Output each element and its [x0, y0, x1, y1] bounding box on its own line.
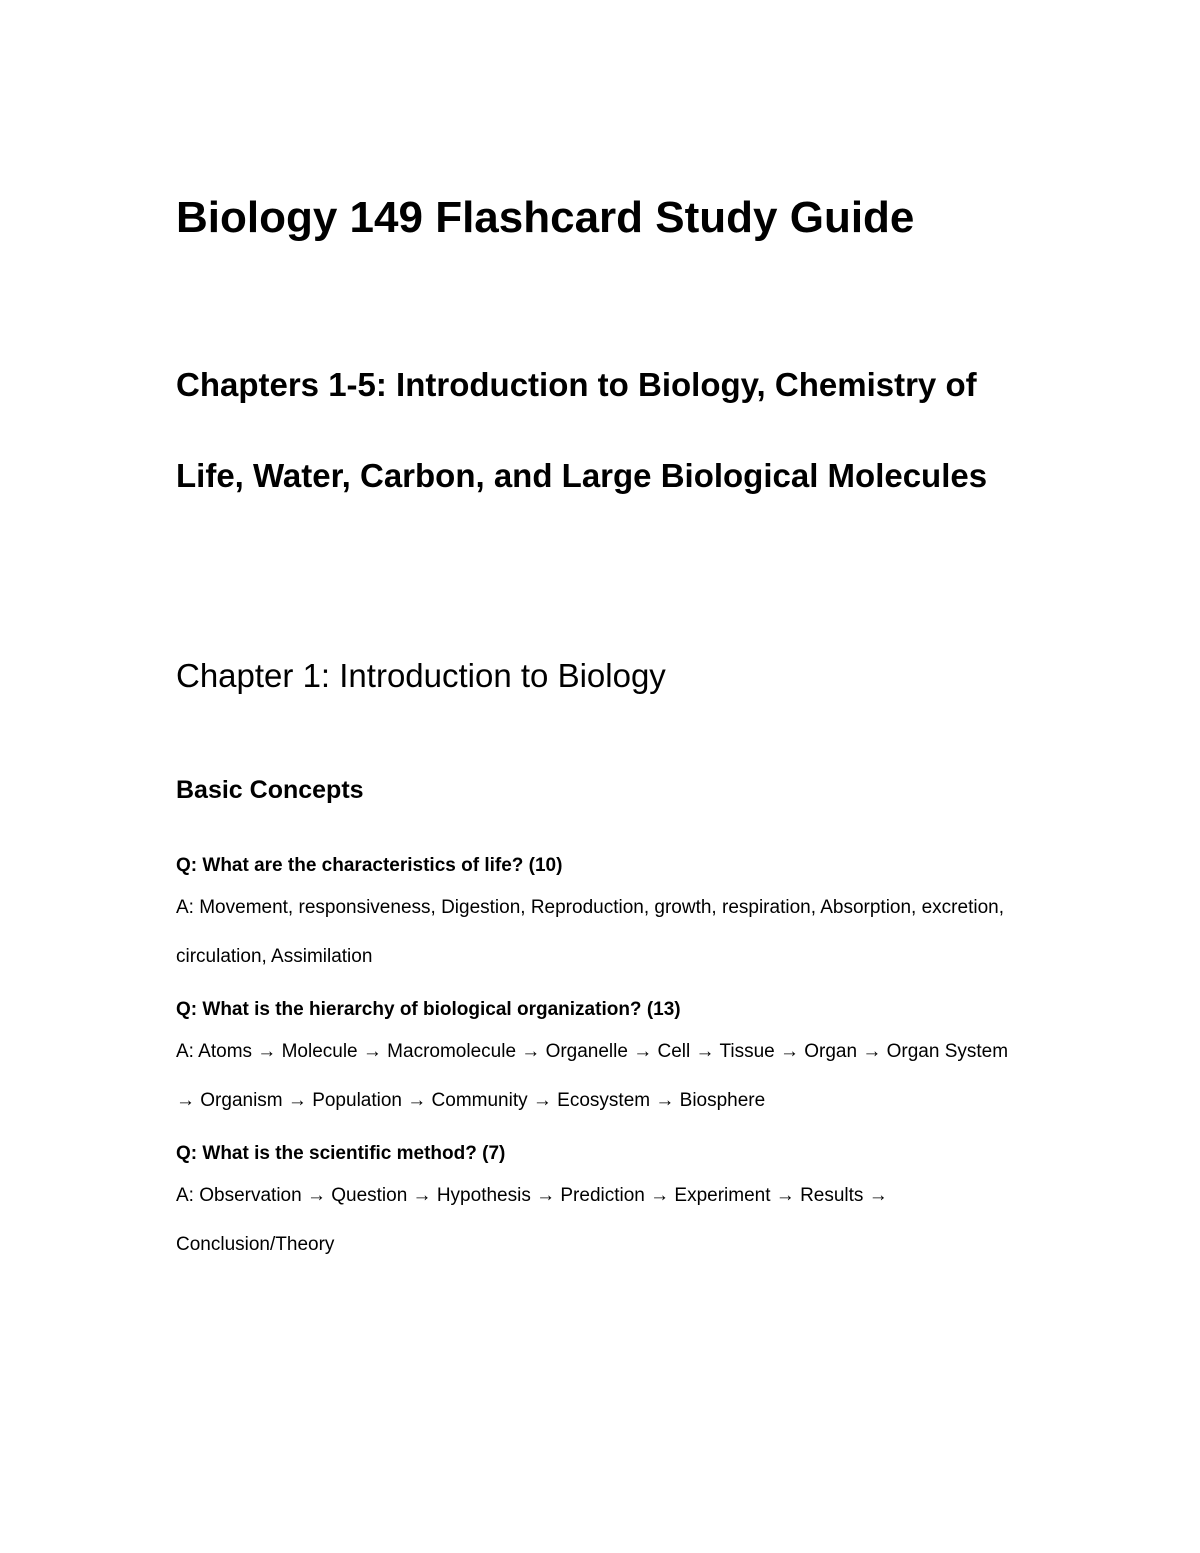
- flashcard-item: [176, 849, 1036, 981]
- flashcard-question: Q: What are the characteristics of life? (10): [176, 855, 563, 876]
- flashcard-answer: A: Movement, responsiveness, Digestion, Reproduction, growth, respiration, Absorption, excretion, circulation, Assimilation: [176, 897, 1004, 967]
- flashcard-answer: A: Observation → Question → Hypothesis → Prediction → Experiment → Results → Conclusion/Theory: [176, 1185, 888, 1255]
- flashcard-question: Q: What is the hierarchy of biological organization? (13): [176, 999, 681, 1020]
- document-title: Biology 149 Flashcard Study Guide: [176, 193, 915, 242]
- flashcard-item: [176, 993, 1036, 1125]
- chapters-heading: Chapters 1-5: Introduction to Biology, Chemistry of Life, Water, Carbon, and Large Biological Molecules: [176, 366, 988, 494]
- section-heading: Basic Concepts: [176, 776, 364, 804]
- chapter-heading: Chapter 1: Introduction to Biology: [176, 657, 666, 694]
- flashcard-question: Q: What is the scientific method? (7): [176, 1143, 506, 1164]
- flashcard-list: [176, 849, 1036, 1281]
- flashcard-answer: A: Atoms → Molecule → Macromolecule → Organelle → Cell → Tissue → Organ → Organ System → Organism → Population → Community → Ecosystem → Biosphere: [176, 1041, 1009, 1111]
- flashcard-item: [176, 1137, 1036, 1269]
